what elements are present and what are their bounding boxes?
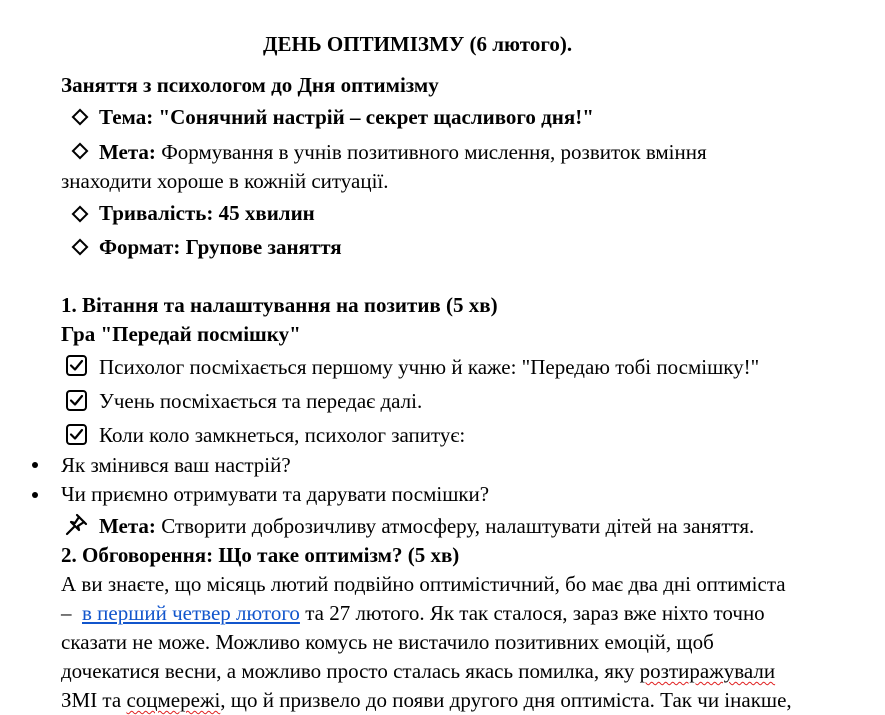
check-item: Коли коло замкнеться, психолог запитує: — [99, 423, 466, 447]
goal-value: Формування в учнів позитивного мислення, розвиток вміння — [161, 140, 707, 164]
topic-line — [99, 103, 594, 131]
spellcheck-word: соцмережі — [126, 688, 221, 712]
diamond-bullet-icon — [72, 143, 89, 160]
section1-heading: 1. Вітання та налаштування на позитив (5 хв) — [61, 293, 498, 317]
pushpin-icon — [64, 512, 92, 544]
section1-game: Гра "Передай посмішку" — [61, 322, 301, 346]
section1-goal-label: Мета: — [99, 514, 156, 538]
dot-bullet-icon — [32, 462, 38, 468]
checkbox-icon — [66, 355, 87, 376]
topic-label: Тема: — [99, 105, 154, 129]
first-thursday-link[interactable]: в перший четвер лютого — [82, 601, 300, 625]
section2-heading: 2. Обговорення: Що таке оптимізм? (5 хв) — [61, 543, 460, 567]
goal-value-continued: знаходити хороше в кожній ситуації. — [61, 169, 389, 193]
spellcheck-word: розтиражували — [639, 659, 776, 683]
paragraph-line — [61, 686, 792, 714]
question-item: Як змінився ваш настрій? — [61, 453, 291, 477]
check-item: Учень посміхається та передає далі. — [99, 389, 423, 413]
check-item: Психолог посміхається першому учню й каже: "Передаю тобі посмішку!" — [99, 355, 760, 379]
goal-line — [99, 138, 707, 166]
page-title: ДЕНЬ ОПТИМІЗМУ (6 лютого). — [263, 32, 573, 56]
checkbox-icon — [66, 424, 87, 445]
dot-bullet-icon — [32, 492, 38, 498]
format-line: Формат: Групове заняття — [99, 235, 342, 259]
checkbox-icon — [66, 390, 87, 411]
paragraph-text: , що й призвело до появи другого дня оптиміста. Так чи інакше, — [220, 688, 792, 712]
section1-goal — [99, 512, 754, 540]
paragraph-line: А ви знаєте, що місяць лютий подвійно оптимістичний, бо має два дні оптиміста — [61, 572, 786, 596]
paragraph-text: дочекатися весни, а можливо просто сталась якась помилка, яку — [61, 659, 635, 683]
paragraph-text: ЗМІ та — [61, 688, 122, 712]
paragraph-text: та 27 лютого. Як так сталося, зараз вже ніхто точно — [305, 601, 765, 625]
section1-goal-value: Створити доброзичливу атмосферу, налаштувати дітей на заняття. — [161, 514, 755, 538]
paragraph-line: сказати не може. Можливо комусь не вистачило позитивних емоцій, щоб — [61, 630, 714, 654]
diamond-bullet-icon — [72, 206, 89, 223]
question-item: Чи приємно отримувати та дарувати посмішки? — [61, 482, 490, 506]
lesson-heading: Заняття з психологом до Дня оптимізму — [61, 73, 439, 97]
paragraph-line — [61, 657, 775, 685]
diamond-bullet-icon — [72, 239, 89, 256]
topic-value: "Сонячний настрій – секрет щасливого дня!" — [158, 105, 594, 129]
paragraph-line — [61, 599, 765, 627]
dash: – — [61, 601, 72, 625]
duration-line: Тривалість: 45 хвилин — [99, 201, 315, 225]
goal-label: Мета: — [99, 140, 156, 164]
diamond-bullet-icon — [72, 109, 89, 126]
